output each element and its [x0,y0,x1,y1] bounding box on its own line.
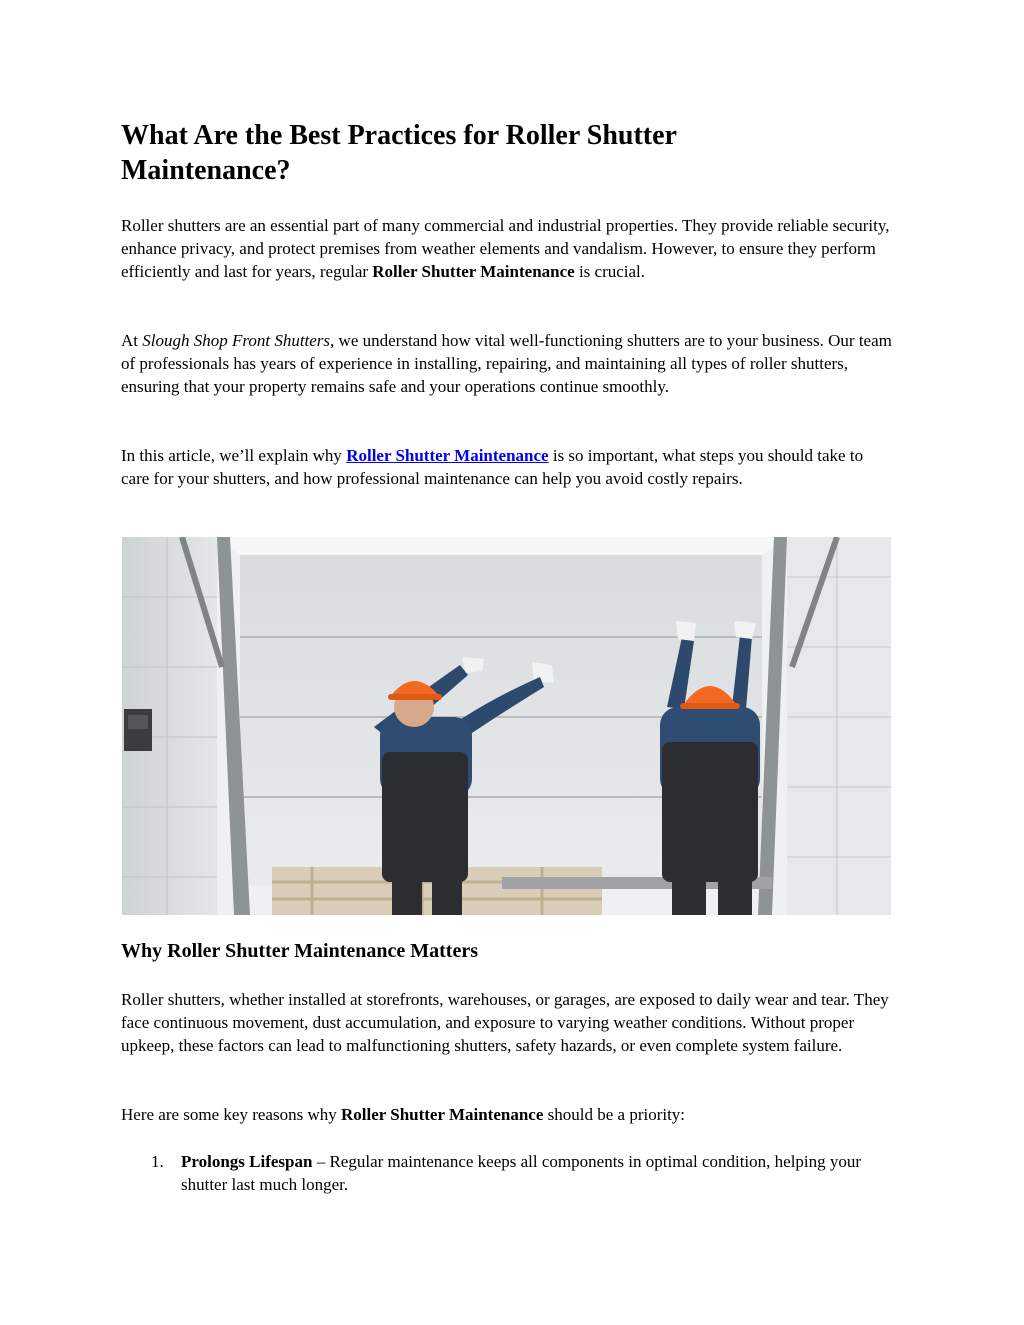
list-item-title: Prolongs Lifespan [181,1152,313,1171]
garage-door-installation-image [122,537,891,915]
company-name: Slough Shop Front Shutters [142,331,331,350]
list-item [121,1150,893,1196]
article-prefix: In this article, we’ll explain why [121,446,347,465]
reasons-text: should be a priority: [543,1105,686,1124]
intro-text: Roller shutters are an essential part of many commercial and industrial properties. They provide reliable security, enhance privacy, and protect premises from weather elements and vandalism. However, to ensure they perform efficiently and last for years, regular [121,216,890,281]
intro-bold-term: Roller Shutter Maintenance [372,262,575,281]
page-title: What Are the Best Practices for Roller Shutter Maintenance? [121,120,677,186]
article-paragraph [121,444,893,490]
matters-paragraph: Roller shutters, whether installed at storefronts, warehouses, or garages, are exposed to daily wear and tear. They face continuous movement, dust accumulation, and exposure to varying weather conditions. Without proper upkeep, these factors can lead to malfunctioning shutters, safety hazards, or even complete system failure. [121,990,889,1055]
roller-shutter-maintenance-link[interactable]: Roller Shutter Maintenance [346,446,549,465]
about-prefix: At [121,331,143,350]
section-heading: Why Roller Shutter Maintenance Matters [121,940,478,962]
reasons-prefix: Here are some key reasons why [121,1105,341,1124]
reasons-bold-term: Roller Shutter Maintenance [340,1105,544,1124]
reasons-paragraph [121,1103,893,1126]
article-text: is so important, what steps you should take to care for your shutters, and how professional maintenance can help you avoid costly repairs. [121,446,864,488]
reasons-list [121,1150,893,1196]
about-paragraph [121,329,893,398]
about-text: , we understand how vital well-functioning shutters are to your business. Our team of professionals has years of experience in installing, repairing, and maintaining all types of roller shutters, ensuring that your property remains safe and your operations continue smoothly. [121,331,892,396]
list-item-text: – Regular maintenance keeps all components in optimal condition, helping your shutter last much longer. [181,1152,862,1194]
intro-paragraph [121,214,893,283]
intro-text-end: is crucial. [574,262,646,281]
list-number: 1. [151,1152,164,1171]
